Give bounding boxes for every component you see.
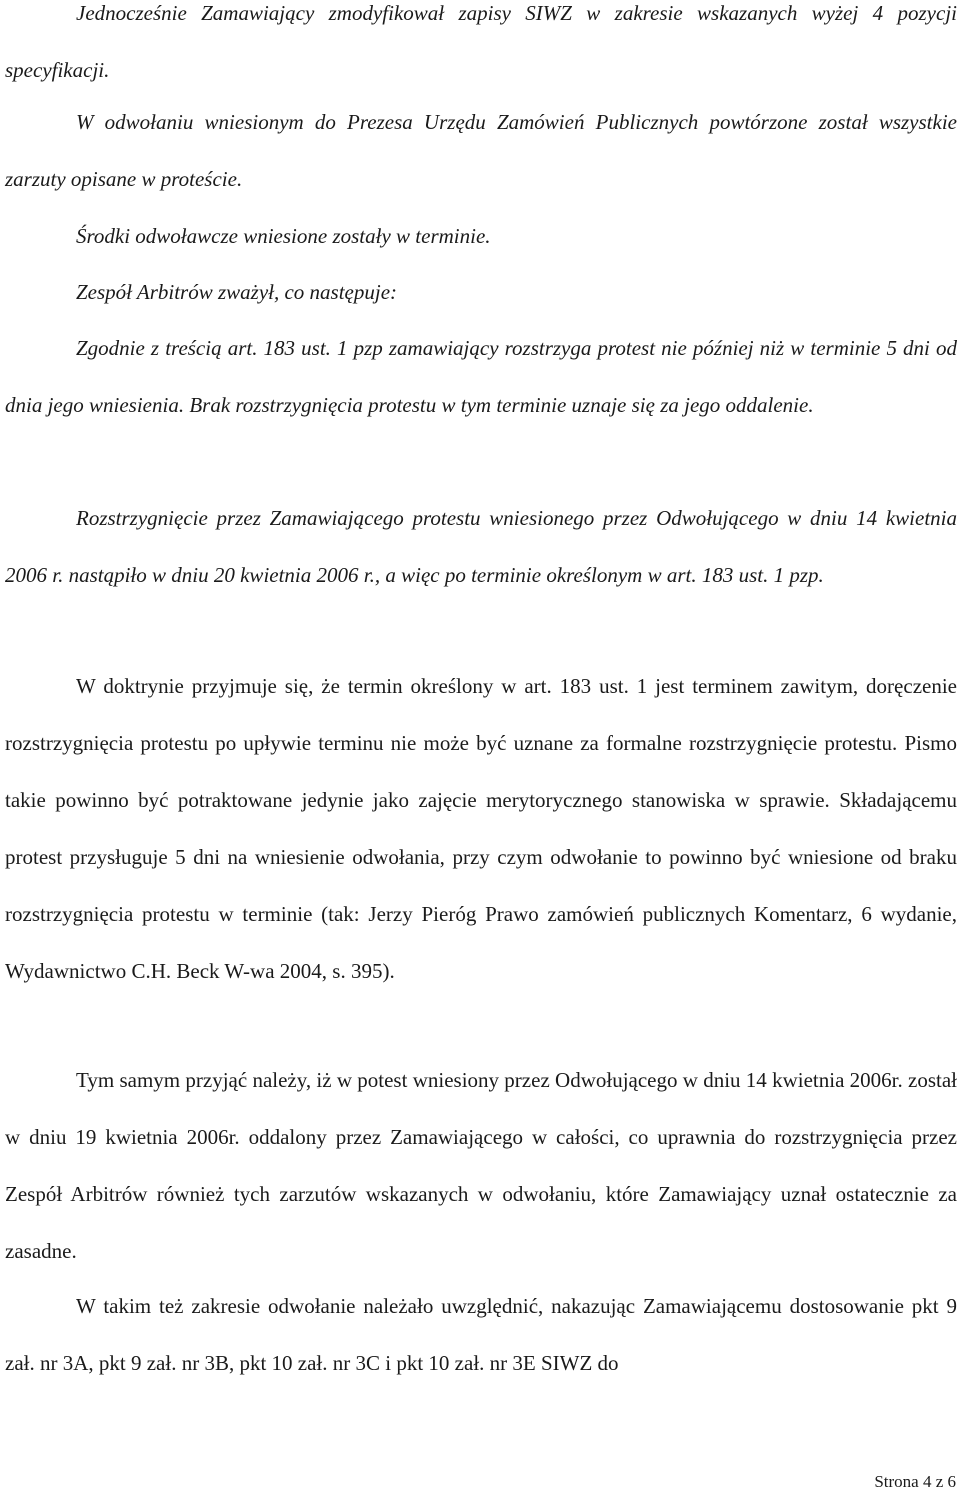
paragraph-appeal-charges: W odwołaniu wniesionym do Prezesa Urzędu Zamówień Publicznych powtórzone został wszystkie zarzuty opisane w proteście.: [5, 110, 957, 191]
page-number: Strona 4 z 6: [874, 1472, 956, 1491]
paragraph-conclusion: Tym samym przyjąć należy, iż w potest wniesiony przez Odwołującego w dniu 14 kwietnia 2006r. został w dniu 19 kwietnia 2006r. oddalony przez Zamawiającego w całości, co uprawnia do rozstrzygnięcia przez Zespół Arbitrów również tych zarzutów wskazanych w odwołaniu, które Zamawiający uznał ostatecznie za zasadne.: [5, 1068, 957, 1263]
paragraph-ruling-scope: W takim też zakresie odwołanie należało uwzględnić, nakazując Zamawiającemu dostosowanie pkt 9 zał. nr 3A, pkt 9 zał. nr 3B, pkt 10 zał. nr 3C i pkt 10 zał. nr 3E SIWZ do: [5, 1294, 957, 1375]
paragraph-art-183: Zgodnie z treścią art. 183 ust. 1 pzp zamawiający rozstrzyga protest nie później niż w terminie 5 dni od dnia jego wniesienia. Brak rozstrzygnięcia protestu w tym terminie uznaje się za jego oddalenie.: [5, 336, 957, 417]
paragraph-doctrine: W doktrynie przyjmuje się, że termin określony w art. 183 ust. 1 jest terminem zawitym, doręczenie rozstrzygnięcia protestu po upływie terminu nie może być uznane za formalne rozstrzygnięcie protestu. Pismo takie powinno być potraktowane jedynie jako zajęcie merytorycznego stanowiska w sprawie. Składającemu protest przysługuje 5 dni na wniesienie odwołania, przy czym odwołanie to powinno być wniesione od braku rozstrzygnięcia protestu w terminie (tak: Jerzy Pieróg Prawo zamówień publicznych Komentarz, 6 wydanie, Wydawnictwo C.H. Beck W-wa 2004, s. 395).: [5, 674, 957, 983]
paragraph-arbitrators-considered: Zespół Arbitrów zważył, co następuje:: [76, 280, 398, 304]
paragraph-resolution-date: Rozstrzygnięcie przez Zamawiającego protestu wniesionego przez Odwołującego w dniu 14 kwietnia 2006 r. nastąpiło w dniu 20 kwietnia 2006 r., a więc po terminie określonym w art. 183 ust. 1 pzp.: [5, 506, 957, 587]
paragraph-remedies-on-time: Środki odwoławcze wniesione zostały w terminie.: [76, 224, 491, 248]
paragraph-siwz-modification: Jednocześnie Zamawiający zmodyfikował zapisy SIWZ w zakresie wskazanych wyżej 4 pozycji specyfikacji.: [5, 1, 957, 82]
